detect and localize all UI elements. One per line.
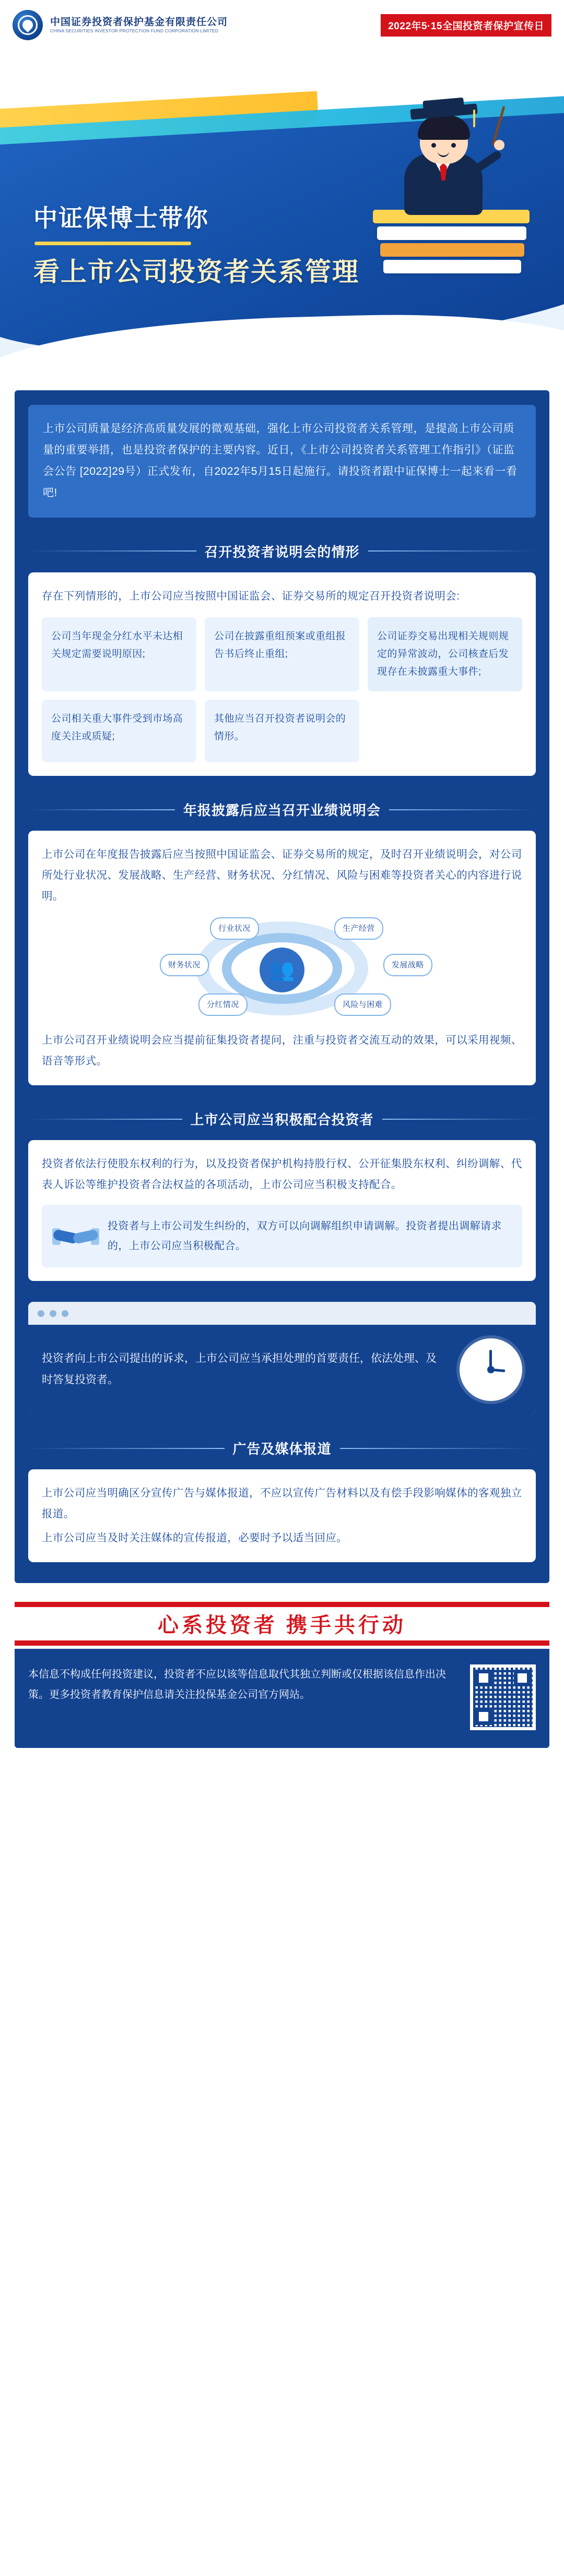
intro-card: 上市公司质量是经济高质量发展的微观基础，强化上市公司投资者关系管理，是提高上市公司质量的重要举措，也是投资者保护的主要内容。近日，《上市公司投资者关系管理工作指引》（证监会公告 [2022]29号）正式发布，自2022年5月15日起施行。请投资者跟中证保博士一起来看一看吧!	[28, 405, 536, 518]
organization-logo	[13, 10, 228, 40]
campaign-badge: 2022年5·15全国投资者保护宣传日	[381, 14, 551, 37]
diagram-label: 发展战略	[383, 954, 432, 976]
diagram-core	[260, 948, 304, 992]
heading-rule-right	[368, 550, 536, 552]
section1-lead: 存在下列情形的，上市公司应当按照中国证监会、证券交易所的规定召开投资者说明会:	[42, 590, 460, 602]
list-item-spacer	[368, 700, 522, 762]
content-body	[0, 390, 564, 1762]
organization-name-cn: 中国证券投资者保护基金有限责任公司	[50, 16, 228, 28]
section2-note: 上市公司召开业绩说明会应当提前征集投资者提问，注重与投资者交流互动的效果，可以采用视频、语音等形式。	[42, 1034, 522, 1068]
section3-paragraph: 投资者依法行使股东权利的行为，以及投资者保护机构持股行权、公开征集股东权利、纠纷调解、代表人诉讼等维护投资者合法权益的各项活动，上市公司应当积极支持配合。	[42, 1158, 522, 1191]
browser-mockup	[28, 1302, 536, 1415]
slogan-bar-top	[15, 1602, 549, 1607]
qr-eye	[514, 1670, 531, 1686]
qr-eye	[475, 1708, 492, 1725]
hero-title-line1: 中证保博士带你	[33, 205, 209, 232]
section4-paragraph-1: 上市公司应当明确区分宣传广告与媒体报道，不应以宣传广告材料以及有偿手段影响媒体的客观独立报道。	[42, 1487, 522, 1520]
footer-slogan-banner	[15, 1599, 549, 1649]
hero-title-line2: 看上市公司投资者关系管理	[33, 257, 359, 286]
heading-rule-right	[382, 1119, 536, 1120]
section-heading-1	[28, 542, 536, 561]
window-dot-icon	[38, 1310, 44, 1317]
list-item: 公司证券交易出现相关规则规定的异常波动，公司核查后发现存在未披露重大事件;	[368, 617, 522, 692]
list-item: 公司当年现金分红水平未达相关规定需要说明原因;	[42, 617, 196, 692]
heading-rule-left	[28, 1119, 182, 1120]
page-footer	[15, 1649, 549, 1748]
browser-title-bar	[28, 1302, 536, 1325]
section4-card	[28, 1469, 536, 1562]
window-dot-icon	[62, 1310, 68, 1317]
list-item: 其他应当召开投资者说明会的情形。	[205, 700, 359, 762]
diagram-label: 行业状况	[210, 917, 259, 940]
section-heading-2	[28, 800, 536, 819]
bottom-padding	[0, 1748, 564, 1762]
heading-rule-left	[28, 1448, 225, 1449]
section1-title: 召开投资者说明会的情形	[204, 544, 360, 560]
footer-slogan-text: 心系投资者 携手共行动	[152, 1609, 412, 1638]
graduation-tassel	[473, 110, 475, 127]
mascot-eye-left	[431, 143, 436, 148]
section3-note-card	[42, 1205, 522, 1267]
hero-title-underline	[34, 242, 191, 245]
section2-card	[28, 831, 536, 1085]
book-icon	[383, 260, 521, 273]
browser-content	[28, 1325, 536, 1415]
section3-card	[28, 1140, 536, 1281]
book-icon	[380, 243, 524, 257]
mascot-eye-right	[451, 143, 456, 148]
window-dot-icon	[50, 1310, 56, 1317]
section3-title: 上市公司应当积极配合投资者	[190, 1112, 374, 1128]
mascot-hair	[418, 116, 470, 140]
heading-rule-right	[389, 809, 536, 810]
section1-tile-grid	[42, 617, 522, 763]
qr-code-icon[interactable]	[470, 1664, 536, 1730]
diagram-label: 分红情况	[198, 993, 248, 1016]
people-icon: 👥	[268, 958, 296, 982]
heading-rule-left	[28, 550, 196, 552]
section4-paragraph-2: 上市公司应当及时关注媒体的宣传报道，必要时予以适当回应。	[42, 1532, 348, 1544]
slogan-bar-bottom	[15, 1640, 549, 1646]
page-header	[0, 0, 564, 50]
investor-relations-diagram	[42, 915, 522, 1025]
heading-rule-right	[340, 1448, 536, 1449]
section-heading-4	[28, 1439, 536, 1458]
heading-rule-left	[28, 809, 175, 810]
section4-title: 广告及媒体报道	[232, 1441, 332, 1457]
diagram-label: 风险与困难	[334, 993, 391, 1016]
hero-title	[33, 200, 359, 292]
section1-card	[28, 572, 536, 776]
handshake-icon	[53, 1218, 98, 1254]
hero-banner	[0, 50, 564, 390]
diagram-label: 生产经营	[334, 917, 383, 940]
list-item: 公司相关重大事件受到市场高度关注或质疑;	[42, 700, 196, 762]
qr-eye	[475, 1670, 492, 1686]
clock-icon	[460, 1338, 522, 1401]
book-icon	[377, 226, 526, 240]
books-illustration	[373, 207, 530, 273]
section-heading-3	[28, 1109, 536, 1129]
organization-name-en: CHINA SECURITIES INVESTOR PROTECTION FUND CORPORATION LIMITED	[50, 28, 219, 34]
section3-note-text: 投资者与上市公司发生纠纷的，双方可以向调解组织申请调解。投资者提出调解请求的，上市公司应当积极配合。	[108, 1220, 502, 1252]
section2-paragraph: 上市公司在年度报告披露后应当按照中国证监会、证券交易所的规定，及时召开业绩说明会，对公司所处行业状况、发展战略、生产经营、财务状况、分红情况、风险与困难等投资者关心的内容进行说明。	[42, 848, 522, 903]
clock-center	[487, 1366, 495, 1373]
graduate-mascot-icon	[386, 95, 501, 215]
header-right	[381, 14, 551, 37]
list-item: 公司在披露重组预案或重组报告书后终止重组;	[205, 617, 359, 692]
qr-code-pattern	[473, 1668, 533, 1727]
section2-title: 年报披露后应当召开业绩说明会	[183, 802, 381, 819]
diagram-label: 财务状况	[160, 954, 209, 976]
mascot-hand	[494, 140, 504, 150]
main-blue-panel	[15, 390, 549, 1583]
shield-logo-icon	[13, 10, 43, 40]
browser-text: 投资者向上市公司提出的诉求，上市公司应当承担处理的首要责任，依法处理、及时答复投资者。	[42, 1352, 437, 1386]
footer-disclaimer: 本信息不构成任何投资建议，投资者不应以该等信息取代其独立判断或仅根据该信息作出决策。更多投资者教育保护信息请关注投保基金公司官方网站。	[28, 1668, 446, 1700]
